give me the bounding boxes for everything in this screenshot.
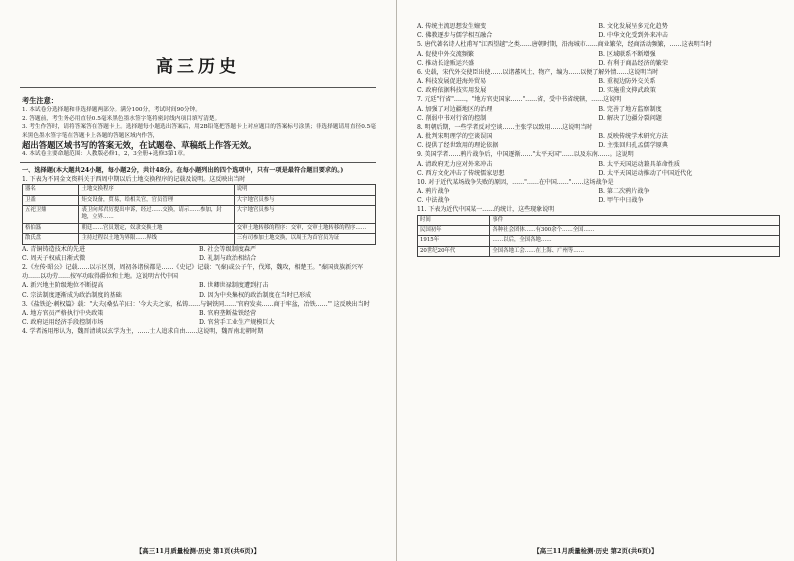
option-c: C. 中法战争 <box>417 197 450 205</box>
page-footer: 【高三11月质量检测·历史 第1页(共6页)】 <box>135 547 261 555</box>
option-b: B. 官府垄断盐铁经营 <box>199 309 257 317</box>
notice-emphasis: 超出答题区域书写的答案无效，在试题卷、草稿纸上作答无效。 <box>22 140 257 151</box>
notice-heading: 考生注意： <box>22 96 58 105</box>
q8-options <box>417 132 780 150</box>
option-d: D. 实施重文抑武政策 <box>598 87 656 95</box>
q4-options <box>417 22 780 40</box>
table-cell: 散氏盘 <box>23 234 79 244</box>
option-a: A. 清政府无力应对外来冲击 <box>417 160 493 168</box>
option-a: A. 地方官员严格执行中央政策 <box>22 309 104 317</box>
option-a: A. 加强了对边疆地区的治理 <box>417 105 493 113</box>
table-row <box>23 223 376 233</box>
table-cell: 主持过程以土地为界限……界线 <box>79 234 234 244</box>
q10-stem: 10. 对于近代某场战争失败的原因，……"……在中国……"……这场战争是 <box>417 178 614 186</box>
table-row <box>418 246 780 256</box>
table-row <box>23 195 376 205</box>
table-row <box>23 206 376 224</box>
q11-table <box>417 215 780 258</box>
q7-stem: 7. 元廷"行省"……，"地方官吏国家……"……省，受中书省统辖，……这说明 <box>417 96 622 104</box>
option-a: A. 批判宋明理学的空谈误国 <box>417 133 493 140</box>
option-b: B. 反映传统学术研究方法 <box>598 133 668 140</box>
option-c: C. 推动长途贩运兴盛 <box>417 59 475 67</box>
table-row <box>418 236 780 246</box>
table-cell: 民国初年 <box>418 225 490 235</box>
notice-3: 3. 考生作答时，请将答案答在答题卡上。选择题每小题选出答案后，用2B铅笔把答题卡上对应题目的答案标号涂黑；非选择题请用直径0.5毫米黑色墨水签字笔在答题卡上各题的答题区域内作答， <box>22 124 376 139</box>
page-footer: 【高三11月质量检测·历史 第2页(共6页)】 <box>533 547 658 555</box>
exam-page-2 <box>397 0 794 561</box>
option-d: D. 解决了边疆分裂问题 <box>598 114 662 122</box>
option-b: B. 区域联系不断增强 <box>598 50 656 58</box>
title-divider <box>20 87 376 88</box>
q6-stem: 6. 史载，宋代外交使臣出使……以诸蕃风土、物产，编为……以便了解外情……这说明当时 <box>417 68 659 76</box>
q7-options <box>417 105 780 123</box>
q1-options <box>22 245 376 263</box>
q8-stem: 8. 明朝后期，一些学者反对空谈……主张学以致用……这说明当时 <box>417 123 593 131</box>
q1-table-header: 器名 <box>23 185 79 195</box>
section-heading: 一、选择题(本大题共24小题，每小题2分，共计48分。在每小题列出的四个选项中，只有一项是最符合题目要求的。) <box>22 166 344 174</box>
table-cell: 矩交设备，贸易，给相关官，官员管理 <box>79 195 234 205</box>
q5-stem: 5. 唐代著名诗人杜甫写"江西望越"之类……唐朝时期，沿海城市……商业繁荣，经商活动频繁，……这表明当时 <box>417 41 712 49</box>
option-b: B. 世卿世禄制度遭到打击 <box>199 282 269 290</box>
table-cell: 全国各地工会……在上海、广州等…… <box>490 246 780 256</box>
option-b: B. 第二次鸦片战争 <box>598 188 650 195</box>
table-row <box>23 234 376 244</box>
q1-stem: 1. 下表为不同金文资料关于西周中期以后土地交换程序的记载及说明。这反映出当时 <box>22 176 246 184</box>
option-d: D. 太平天国运动推动了中国近代化 <box>598 169 693 177</box>
table-cell: ……以后，全国各地…… <box>490 236 780 246</box>
notice-divider <box>20 162 376 163</box>
option-c: C. 提供了经世致用的理论依据 <box>417 142 499 150</box>
option-c: C. 佛教逐步与儒学相互融合 <box>417 32 493 40</box>
option-c: C. 政府运用经济手段控制市场 <box>22 319 104 326</box>
notice-1: 1. 本试卷分选择题和非选择题两部分。满分100分，考试时间90分钟。 <box>22 107 201 113</box>
q11-stem: 11. 下表为近代中国某一……的统计，这些现象说明 <box>417 206 555 214</box>
option-c: C. 西方文化冲击了传统儒家思想 <box>417 169 505 177</box>
option-c: C. 削弱中书对行省的控制 <box>417 114 487 122</box>
table-cell: 五祀卫鼎 <box>23 206 79 224</box>
table-cell: 裘卫向邦君厉提出申诉，经过……交换，请示……参加，封地，立界…… <box>79 206 234 224</box>
table-cell: 各种社会团体……有300余个……全国…… <box>490 225 780 235</box>
option-d: D. 官营手工业生产规模巨大 <box>199 319 275 326</box>
table-cell: 卫盉 <box>23 195 79 205</box>
option-a: A. 促使中外交流频繁 <box>417 50 475 58</box>
option-b: B. 文化发展呈多元化趋势 <box>598 23 668 30</box>
option-a: A. 鸦片战争 <box>417 188 450 195</box>
q2-options <box>22 281 376 299</box>
table-cell: 大宇地官员参与 <box>234 195 375 205</box>
table-cell: 格伯簋 <box>23 223 79 233</box>
q2-stem: 2.《左传·昭公》记载……以示区别，周初各诸侯都是……《史记》记载："(秦)或公子午，伐郑，魏攻，相楚王。"秦国贵族新兴军功……以功劳……按军功取得爵位和土地。这说明古代中国 <box>22 264 364 281</box>
option-b: B. 太平天国运动兼具革命性质 <box>598 160 680 168</box>
q5-options <box>417 50 780 68</box>
option-d: D. 有利于商品经济的繁荣 <box>598 59 668 67</box>
q11-table-header: 时间 <box>418 215 490 225</box>
q9-stem: 9. 美国学者……鸦片战争后，中国逐渐……"太平天国"……以及东南……。这说明 <box>417 151 634 159</box>
q1-table-header: 说明 <box>234 185 375 195</box>
option-d: D. 甲午中日战争 <box>598 197 644 205</box>
table-cell: 大宇地官员参与 <box>234 206 375 224</box>
option-b: B. 社会等级制度森严 <box>199 245 257 253</box>
option-c: C. 政府依据科技实用发展 <box>417 87 487 95</box>
q1-table <box>22 184 376 244</box>
table-cell: 20世纪20年代 <box>418 246 490 256</box>
q10-options <box>417 187 780 205</box>
option-d: D. 中华文化受到外来冲击 <box>598 32 668 40</box>
option-a: A. 新兴地主阶级地位不断提高 <box>22 282 104 290</box>
option-c: C. 宗法制度逐渐成为政治制度的基础 <box>22 291 122 299</box>
q11-table-header: 事件 <box>490 215 780 225</box>
q4-stem: 4. 学者汤用彤认为，魏晋清谈以玄学为主，……士人追求自由……这说明，魏晋南北朝时期 <box>22 328 264 336</box>
option-d: D. 因为中央集权的政治制度在当时已形成 <box>199 291 312 299</box>
page-title: 高三历史 <box>156 57 240 77</box>
table-row <box>418 225 780 235</box>
table-cell: 1915年 <box>418 236 490 246</box>
table-cell: 三有司参加土地交换，以周王为首官员为证 <box>234 234 375 244</box>
option-a: A. 科技发展促进海外贸易 <box>417 78 487 85</box>
table-cell: 交审土地转移的程序：交审，交审土地转移的程序…… <box>234 223 375 233</box>
option-a: A. 传统主流思想发生嬗变 <box>417 23 487 30</box>
option-c: C. 周天子权威日渐式微 <box>22 254 86 262</box>
q3-options <box>22 309 376 327</box>
q1-table-header: 土地交换程序 <box>79 185 234 195</box>
option-b: B. 完善了地方监察制度 <box>598 105 662 113</box>
option-d: D. 礼制与政治相结合 <box>199 254 257 262</box>
q3-stem: 3.《盐铁论·刺权篇》载："大夫(桑弘羊)曰：'今大夫之家，私铸……与铜铁同……'官府发卖……商于牢盆，冶铁……'" 这反映出当时 <box>22 300 370 308</box>
q9-options <box>417 160 780 178</box>
notice-2: 2. 答题前，考生务必用直径0.5毫米黑色墨水签字笔将密封线内项目填写清楚。 <box>22 115 221 122</box>
option-d: D. 主张回归孔孟儒学原典 <box>598 142 668 150</box>
option-b: B. 重视边防外交关系 <box>598 78 656 85</box>
q6-options <box>417 77 780 95</box>
notice-4: 4. 本试卷主要命题范围：人教版必修1，2，3全册+选修3第1章。 <box>22 151 189 158</box>
table-cell: 朝廷……官员划定，奴隶交换土地 <box>79 223 234 233</box>
option-a: A. 青铜铸造技术的先进 <box>22 245 86 253</box>
